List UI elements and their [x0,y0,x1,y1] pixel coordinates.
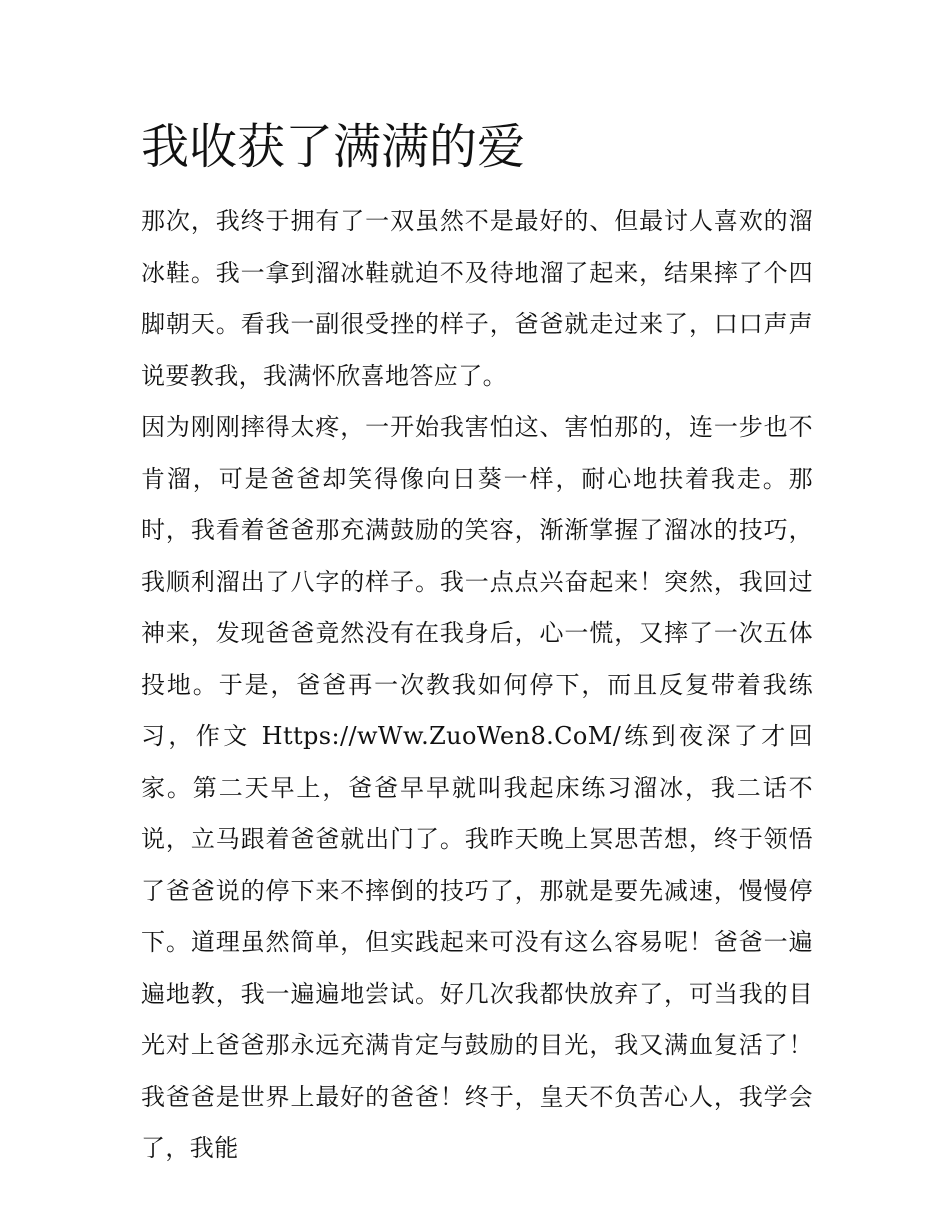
paragraph-1: 那次，我终于拥有了一双虽然不是最好的、但最讨人喜欢的溜冰鞋。我一拿到溜冰鞋就迫不及待地溜了起来，结果摔了个四脚朝天。看我一副很受挫的样子，爸爸就走过来了，口口声声说要教我，我满怀欣喜地答应了。 [141,207,813,390]
article-body [141,112,813,1175]
paragraph-2: 因为刚刚摔得太疼，一开始我害怕这、害怕那的，连一步也不肯溜，可是爸爸却笑得像向日葵一样，耐心地扶着我走。那时，我看着爸爸那充满鼓励的笑容，渐渐掌握了溜冰的技巧，我顺利溜出了八字的样子。我一点点兴奋起来！突然，我回过神来，发现爸爸竟然没有在我身后，心一慌，又摔了一次五体投地。于是，爸爸再一次教我如何停下，而且反复带着我练习，作文 Https://wWw.ZuoWen8.CoM/练到夜深了才回家。第二天早上，爸爸早早就叫我起床练习溜冰，我二话不说，立马跟着爸爸就出门了。我昨天晚上冥思苦想，终于领悟了爸爸说的停下来不摔倒的技巧了，那就是要先减速，慢慢停下。道理虽然简单，但实践起来可没有这么容易呢！爸爸一遍遍地教，我一遍遍地尝试。好几次我都快放弃了，可当我的目光对上爸爸那永远充满肯定与鼓励的目光，我又满血复活了！我爸爸是世界上最好的爸爸！终于，皇天不负苦心人，我学会了，我能 [141,413,813,1162]
article-title: 我收获了满满的爱 [141,119,526,175]
